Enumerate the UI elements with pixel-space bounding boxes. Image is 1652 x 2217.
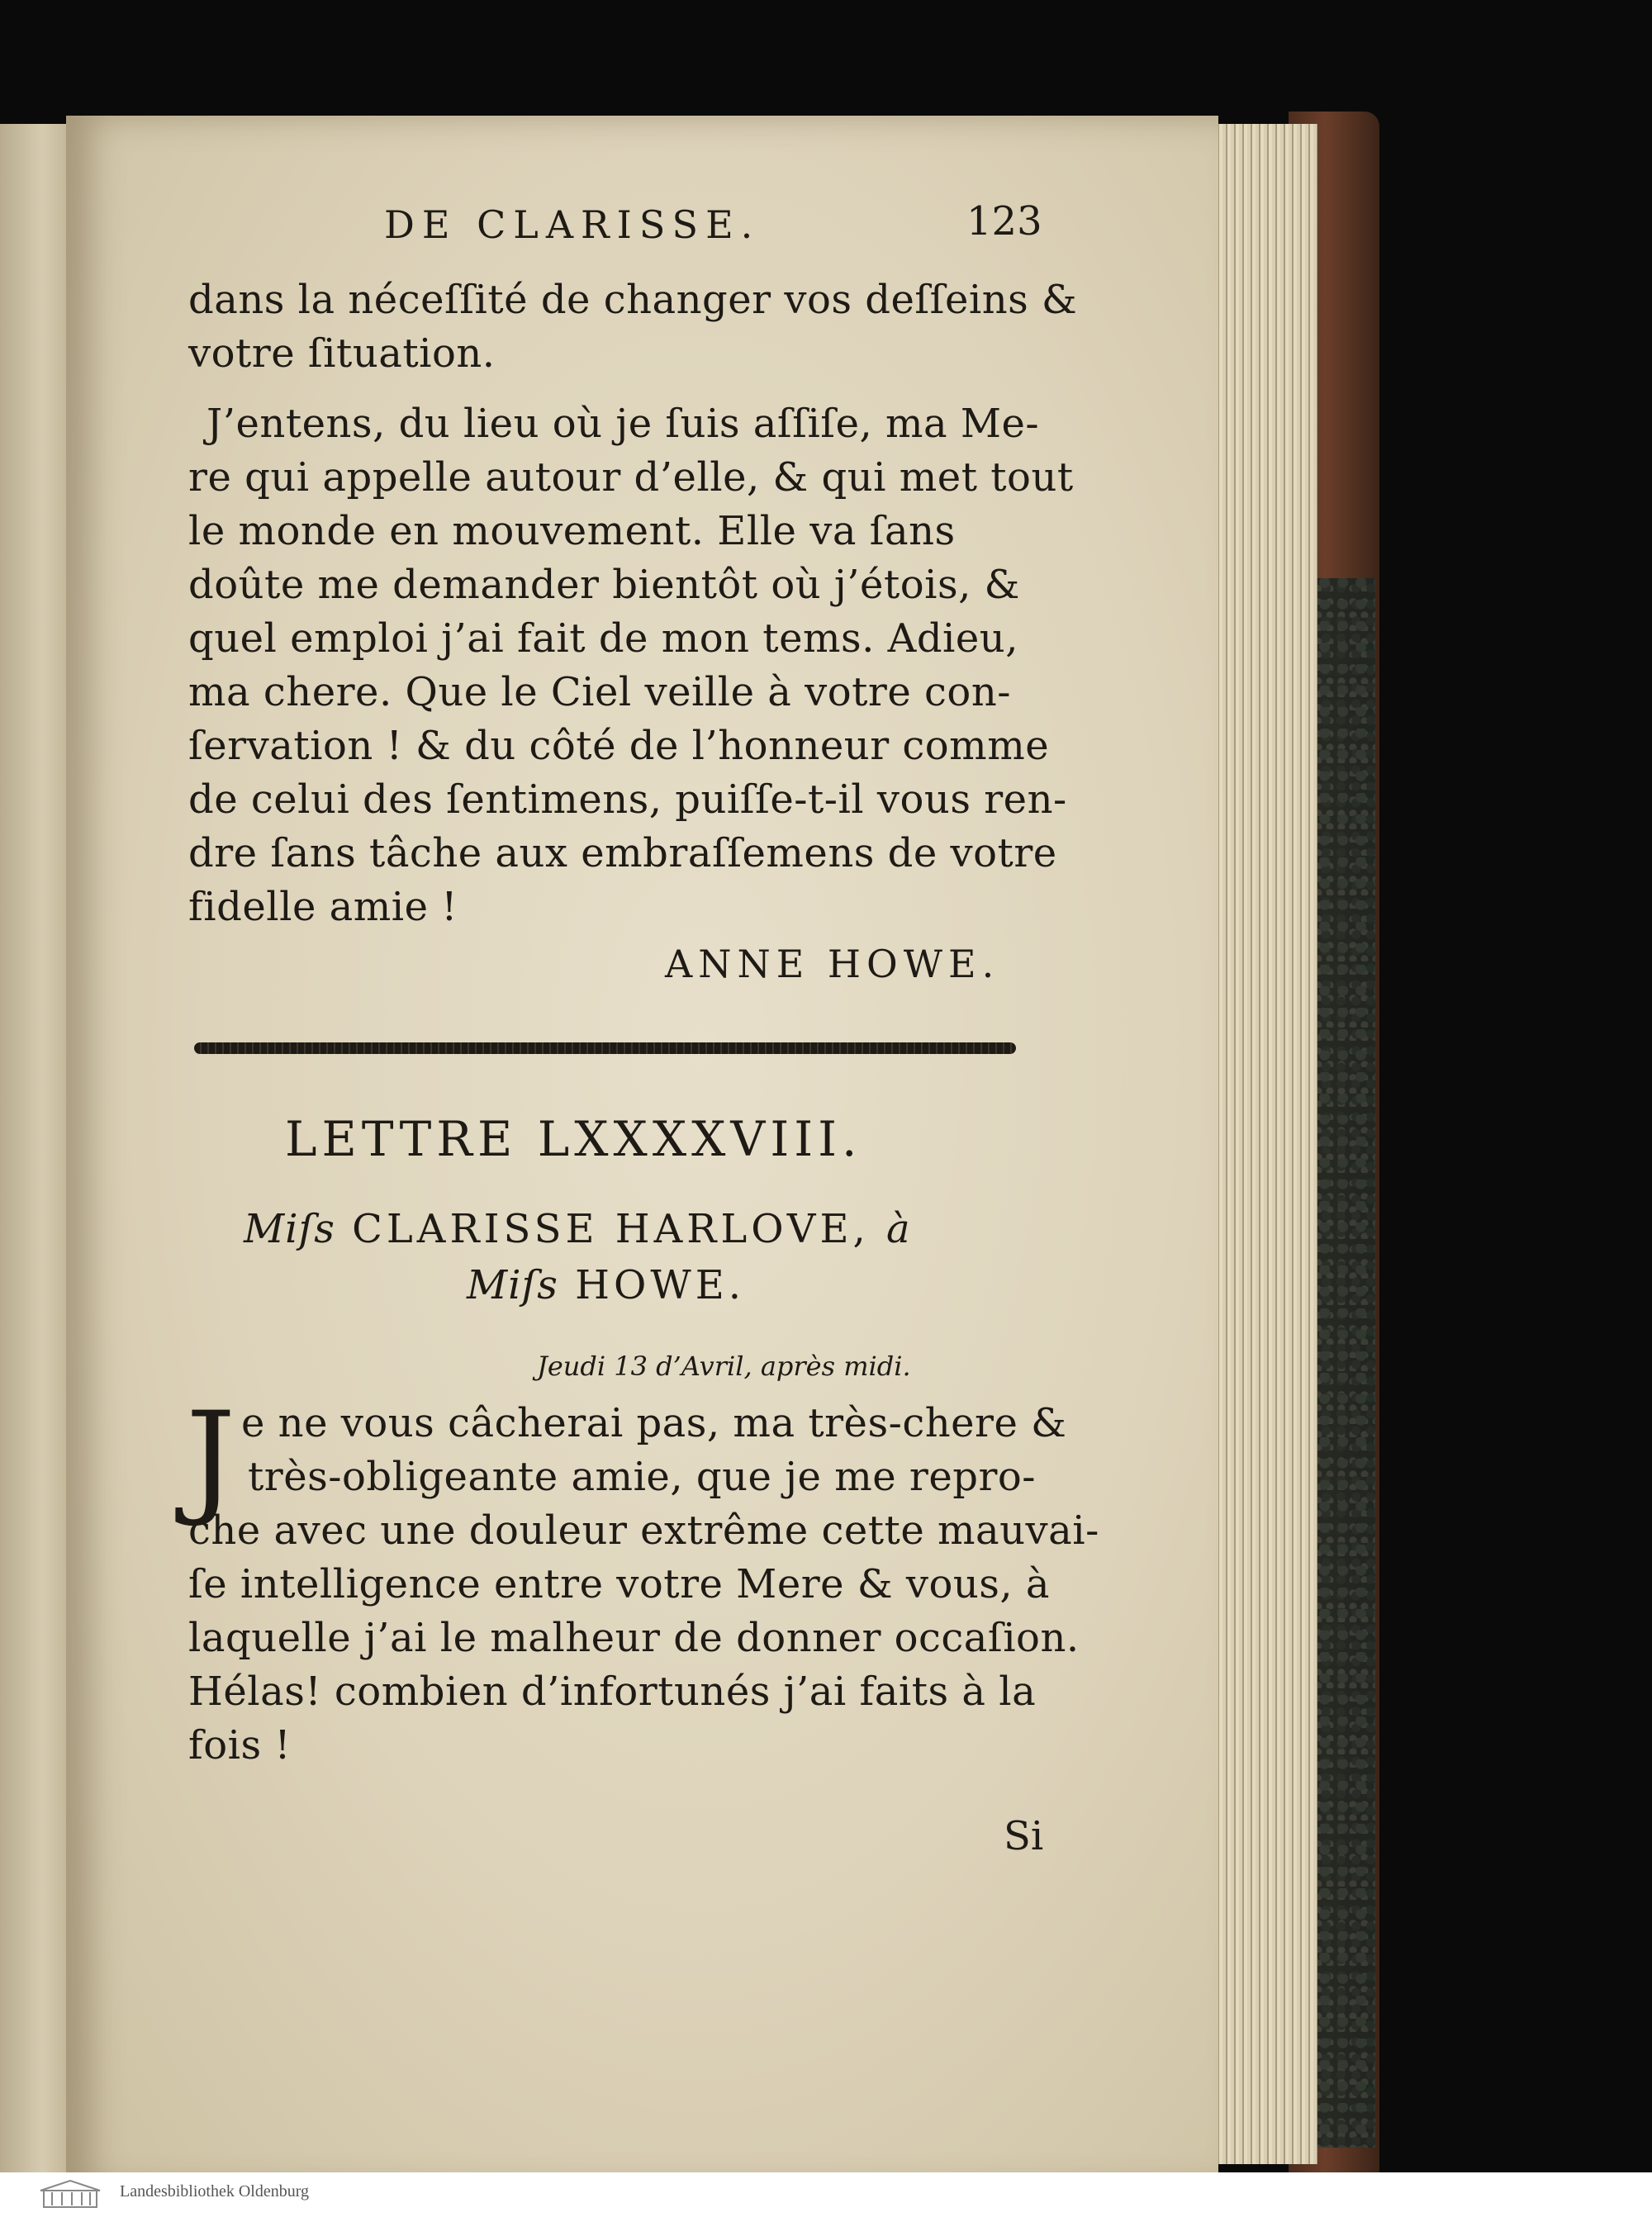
- text-line: J’entens, du lieu où je ſuis aſſiſe, ma Me-: [206, 401, 1040, 447]
- page-number: 123: [966, 198, 1042, 244]
- drop-cap: J: [186, 1386, 236, 1530]
- library-name: Landesbibliothek Oldenburg: [120, 2182, 310, 2200]
- address-honorific: Miſs: [244, 1206, 335, 1252]
- footer-bar: [0, 2172, 1652, 2217]
- text-line: che avec une douleur extrême cette mauvai-: [188, 1507, 1099, 1554]
- address-recipient: HOWE.: [575, 1262, 746, 1308]
- previous-page-edge: [0, 124, 70, 2189]
- text-line: laquelle j’ai le malheur de donner occaſion.: [188, 1615, 1080, 1661]
- text-line: ma chere. Que le Ciel veille à votre con-: [188, 669, 1011, 715]
- text-line: ſervation ! & du côté de l’honneur comme: [188, 723, 1050, 769]
- text-line: le monde en mouvement. Elle va ſans: [188, 508, 956, 554]
- text-line: ſe intelligence entre votre Mere & vous, à: [188, 1561, 1051, 1607]
- catchword: Si: [1004, 1813, 1044, 1859]
- text-line: quel emploi j’ai fait de mon tems. Adieu,: [188, 615, 1018, 662]
- text-line: fois !: [188, 1722, 292, 1768]
- address-honorific: Miſs: [467, 1262, 558, 1308]
- address-recipient: CLARISSE HARLOVE,: [352, 1206, 870, 1252]
- letter-date: Jeudi 13 d’Avril, après midi.: [537, 1351, 911, 1382]
- letter-signature: ANNE HOWE.: [665, 942, 1000, 986]
- section-divider-rule: [194, 1042, 1016, 1054]
- page-fore-edge: [1206, 124, 1317, 2164]
- text-line: de celui des ſentimens, puiſſe-t-il vous ren-: [188, 776, 1067, 823]
- address-preposition: à: [886, 1206, 911, 1252]
- letter-address-line-2: [467, 1262, 745, 1308]
- letter-address-line-1: [244, 1206, 911, 1252]
- text-line: dans la néceſſité de changer vos deſſeins &: [188, 277, 1078, 323]
- text-line: re qui appelle autour d’elle, & qui met tout: [188, 454, 1074, 501]
- text-line: votre ſituation.: [188, 330, 496, 377]
- text-line: Hélas! combien d’infortunés j’ai faits à la: [188, 1669, 1037, 1715]
- letter-title: LETTRE LXXXXVIII.: [285, 1111, 862, 1167]
- library-building-icon: [37, 2179, 103, 2210]
- text-line: doûte me demander bientôt où j’étois, &: [188, 562, 1020, 608]
- text-line: très-obligeante amie, que je me repro-: [248, 1454, 1037, 1500]
- running-head: DE CLARISSE.: [384, 202, 761, 247]
- text-line: dre ſans tâche aux embraſſemens de votre: [188, 830, 1057, 876]
- text-line: fidelle amie !: [188, 884, 458, 930]
- text-line: e ne vous câcherai pas, ma très-chere &: [241, 1400, 1067, 1446]
